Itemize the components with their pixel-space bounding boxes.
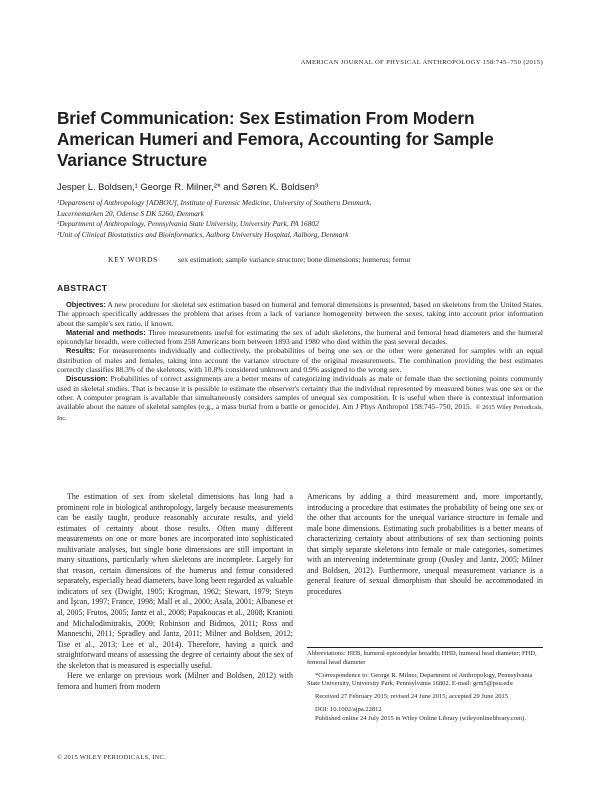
abstract-objectives	[57, 300, 543, 328]
section-label: Material and methods:	[66, 327, 146, 337]
abbreviations-note: Abbreviations: HEB, humeral epicondylar breadth; HHD, humeral head diameter; FHD, femoral head diameter	[307, 650, 537, 666]
abstract-discussion	[57, 374, 543, 422]
keywords-text: sex estimation; sample variance structure; bone dimensions; humerus; femur	[178, 255, 411, 264]
abstract-results	[57, 346, 543, 374]
abstract-copyright: © 2015 Wiley Periodicals, Inc.	[57, 404, 543, 422]
section-text: Probabilities of correct assignments are a better means of categorizing individuals as male or female than the sectioning points commonly used in skeletal studies. That is because it is possible to estimate the observer's certainty that the individual represented by measured bones was one sex or the other. A computer program is available that simultaneously considers samples of unequal sex composition. It is useful when there is contextual information available about the nature of skeletal samples (e.g., a mass burial from a battle or genocide). Am J Phys Anthropol 158:745–750, 2015.	[57, 374, 543, 412]
page-footer: © 2015 WILEY PERIODICALS, INC.	[57, 754, 166, 761]
published-online: Published online 24 July 2015 in Wiley Online Library (wileyonlinelibrary.com).	[315, 714, 526, 722]
footnote-divider	[307, 647, 543, 648]
body-paragraph: Americans by adding a third measurement and, more importantly, introducing a procedure that estimates the probability of being one sex or the other that accounts for the unequal variance structure in female and male bone dimensions. Estimating such probabilities is a better means of characterizing certainty about attributions of sex than sectioning points that simply separate skeletons into female or male categories, sometimes with an intervening indeterminate group (Ousley and Jantz, 2005; Milner and Boldsen, 2012). Furthermore, unequal measurement variance is a general feature of sexual dimorphism that should be accommodated in procedures	[307, 492, 543, 596]
abstract-methods	[57, 328, 543, 347]
section-text: For measurements individually and collectively, the probabilities of being one sex or the other were generated for samples with an equal distribution of males and females, taking into account the variance structure of the original measurements. The combination providing the best estimates correctly classifies 88.3% of the skeletons, with 10.8% considered unknown and 0.9% assigned to the wrong sex.	[57, 346, 544, 375]
body-paragraph: Here we enlarge on previous work (Milner and Boldsen, 2012) with femora and humeri from modern	[57, 671, 293, 691]
keywords-label: KEY WORDS	[108, 255, 158, 264]
footnotes	[307, 650, 543, 728]
author-list: Jesper L. Boldsen,¹ George R. Milner,²* and Søren K. Boldsen³	[57, 181, 319, 192]
body-paragraph: The estimation of sex from skeletal dimensions has long had a prominent role in biological anthropology, largely because measurements can be easily taught, produce reasonably accurate results, and yield estimates of certainty about those results. Often many different measurements on one or more bones are incorporated into sophisticated multivariate analyses, but single bone dimensions are still important in many situations, particularly when skeletons are incomplete. Largely for that reason, certain dimensions of the humerus and femur considered separately, especially head diameters, have long been regarded as valuable indicators of sex (Dwight, 1905; Krogman, 1962; Stewart, 1979; Steyn and İşcan, 1997; France, 1998; Mall et al., 2000; Asala, 2001; Albanese et al, 2005; Frutos, 2005; Jantz et al., 2008; Papakoucas et al., 2008; Kranioti and Michalodimitrakis, 2009; Robinson and Bidmos, 2011; Ross and Manneschi, 2011; Spradley and Jantz, 2011; Milner and Boldsen, 2012; Tise et al., 2013; Lee et al., 2014). Therefore, having a quick and straightforward means of assessing the degree of certainty about the sex of the skeleton that is measured is especially useful.	[57, 492, 293, 670]
abstract-body	[57, 300, 543, 423]
doi: DOI: 10.1002/ajpa.22812	[315, 705, 382, 713]
keywords	[108, 255, 508, 265]
section-label: Results:	[66, 346, 96, 356]
section-text: Three measurements useful for estimating the sex of adult skeletons, the humeral and femoral head diameters and the humeral epicondylar breadth, were collected from 258 Americans born between 1893 and 1980 who died within the past several decades.	[57, 327, 544, 347]
affiliation-line: ²Department of Anthropology, Pennsylvania State University, University Park, PA 16802	[57, 219, 319, 229]
received-dates: Received 27 February 2015; revised 24 June 2015; accepted 29 June 2015	[315, 693, 508, 701]
affiliations	[57, 198, 543, 240]
running-head: AMERICAN JOURNAL OF PHYSICAL ANTHROPOLOGY 158:745–750 (2015)	[300, 59, 543, 66]
body-column-right	[307, 492, 543, 597]
section-text: A new procedure for skeletal sex estimation based on humeral and femoral dimensions is presented, based on skeletons from the United States. The approach specifically addresses the problem that arises from a lack of variance homogeneity between the sexes, taking into account prior information about the sample's sex ratio, if known.	[57, 300, 543, 328]
section-label: Discussion:	[66, 374, 108, 384]
section-label: Objectives:	[66, 300, 106, 309]
correspondence-note: *Correspondence to: George R. Milner, Department of Anthropology, Pennsylvania State University, University Park, Pennsylvania 16802. E-mail: grm5@psu.edu	[307, 671, 533, 688]
affiliation-line: ¹Department of Anthropology [ADBOU], Institute of Forensic Medicine, University of Southern Denmark,	[57, 198, 372, 207]
article-title: Brief Communication: Sex Estimation From Modern American Humeri and Femora, Accounting for Sample Variance Structure	[57, 108, 494, 170]
body-column-left	[57, 492, 293, 692]
affiliation-line: ³Unit of Clinical Biostatistics and Bioinformatics, Aalborg University Hospital, Aalborg, Denmark	[57, 229, 349, 239]
abstract-heading: ABSTRACT	[57, 283, 108, 293]
affiliation-line: Lucernemarken 20, Odense S DK 5260, Denmark	[57, 208, 204, 218]
